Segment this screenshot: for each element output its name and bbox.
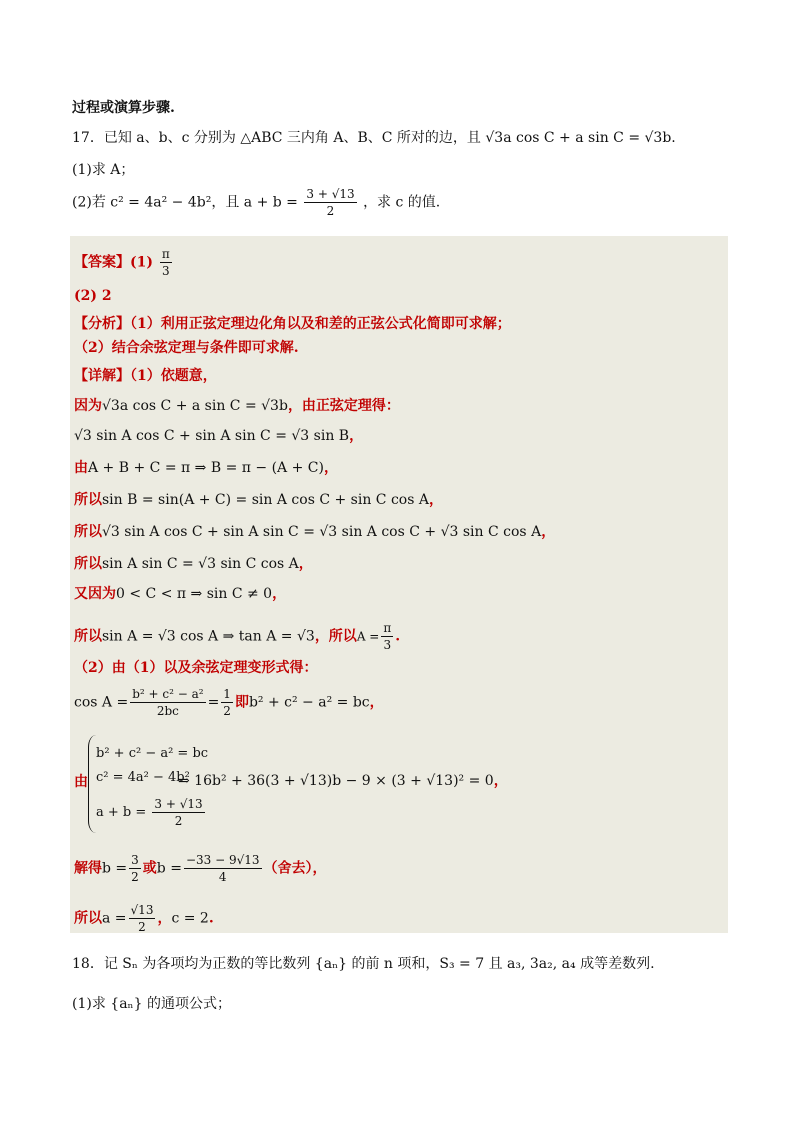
cos-rhs: b² + c² − a² = bc (248, 694, 370, 711)
step-formula: sin B = sin(A + C) = sin A cos C + sin C cos A (102, 492, 429, 508)
fin-mid: ， (157, 910, 172, 927)
cos-fraction (130, 686, 205, 719)
fraction-denominator: 4 (218, 870, 227, 884)
fraction-denominator: 2bc (156, 704, 179, 718)
fraction-denominator: 2 (326, 204, 335, 218)
step-formula: 0 < C < π ⇒ sin C ≠ 0 (116, 586, 273, 602)
detail-line-1: 【详解】（1）依题意， (74, 368, 217, 384)
section-header: 过程或演算步骤. (72, 100, 175, 116)
sol-b2-fraction (184, 852, 262, 885)
q17-part2 (72, 186, 440, 219)
cosine-rule-line (74, 686, 384, 719)
detail-step-1 (74, 396, 400, 416)
q18-stem: 18．记 Sₙ 为各项均为正数的等比数列 {aₙ} 的前 n 项和，S₃ = 7 且 a₃, 3a₂, a₄ 成等差数列. (72, 956, 655, 972)
half-fraction (221, 686, 233, 719)
answer-line (74, 246, 174, 279)
system-eq-1: b² + c² − a² = bc (96, 746, 209, 761)
step-formula: √3 sin A cos C + sin A sin C = √3 sin A cos C + √3 sin C cos A (102, 524, 542, 540)
detail-step-2 (74, 426, 363, 446)
q17-stem: 17．已知 a、b、c 分别为 △ABC 三内角 A、B、C 所对的边，且 √3a cos C + a sin C = √3b. (72, 130, 676, 146)
fin-a-fraction (129, 902, 156, 935)
step-formula: sin A = √3 cos A ⇒ tan A = √3 (102, 628, 315, 645)
answer-label: 【答案】(1) (74, 254, 153, 271)
cos-equals: = (207, 694, 220, 711)
fraction-numerator: −33 − 9√13 (185, 853, 260, 867)
final-line (74, 902, 214, 935)
sol-b1: b = (102, 860, 128, 877)
step-suffix: ， (298, 556, 313, 572)
cos-lhs: cos A = (74, 694, 129, 711)
q17-part1: (1)求 A； (72, 162, 135, 178)
analysis-line-2: （2）结合余弦定理与条件即可求解. (74, 340, 299, 356)
step-suffix: ， (349, 428, 364, 444)
step-prefix: 所以 (74, 628, 102, 645)
fraction-numerator: π (161, 247, 170, 261)
step-formula-2: A = (356, 629, 380, 644)
detail-step-4 (74, 490, 443, 510)
step-mid: ，所以 (314, 628, 357, 645)
step-formula: A + B + C = π ⇒ B = π − (A + C) (88, 460, 324, 476)
step-prefix: 所以 (74, 524, 102, 540)
system-eq-3 (96, 796, 207, 829)
step-prefix: 因为 (74, 398, 102, 414)
q17-part2-fraction (304, 186, 356, 219)
part2-heading: （2）由（1）以及余弦定理变形式得： (74, 660, 318, 676)
step-prefix: 由 (74, 460, 88, 476)
fraction-numerator: b² + c² − a² (132, 687, 204, 701)
q17-part2-text-b: ，求 c 的值. (363, 194, 441, 211)
system-result-line (178, 770, 508, 790)
fraction-numerator: √13 (130, 903, 154, 917)
fraction-numerator: π (383, 621, 392, 635)
system-suffix: ， (493, 773, 508, 789)
step-suffix: ， (323, 460, 338, 476)
solution-line (74, 852, 327, 885)
sol-suffix: （舍去）， (263, 860, 327, 877)
detail-step-6 (74, 554, 313, 574)
sol-or: 或 (142, 860, 157, 877)
fraction-denominator: 2 (223, 704, 231, 718)
fraction-denominator: 3 (383, 638, 392, 652)
step-suffix: ， (541, 524, 556, 540)
step-suffix: ，由正弦定理得： (287, 398, 400, 414)
answer2: (2) 2 (74, 288, 112, 304)
system-result: ⇒ 16b² + 36(3 + √13)b − 9 × (3 + √13)² = 0 (178, 773, 494, 789)
fraction-numerator: 3 + √13 (306, 187, 355, 201)
fin-c: c = 2 (171, 910, 209, 927)
fin-a: a = (102, 910, 127, 927)
detail-step-7 (74, 584, 286, 604)
sol-b1-fraction (129, 852, 141, 885)
answer1-fraction (160, 246, 172, 279)
fraction-numerator: 3 + √13 (154, 797, 203, 811)
step-formula: √3 sin A cos C + sin A sin C = √3 sin B (74, 428, 350, 444)
step-formula: √3a cos C + a sin C = √3b (102, 398, 288, 414)
sol-prefix: 解得 (74, 860, 102, 877)
analysis-line-1: 【分析】（1）利用正弦定理边化角以及和差的正弦公式化简即可求解； (74, 316, 511, 332)
step-formula: sin A sin C = √3 sin C cos A (102, 556, 299, 572)
detail-step-5 (74, 522, 555, 542)
fraction-numerator: 3 (131, 853, 139, 867)
detail-step-8 (74, 620, 400, 653)
step-suffix: . (395, 628, 401, 645)
step-prefix: 所以 (74, 492, 102, 508)
fraction-numerator: 1 (223, 687, 231, 701)
q17-part2-text-a: (2)若 c² = 4a² − 4b²，且 a + b = (72, 194, 298, 211)
fraction-denominator: 3 (162, 264, 170, 278)
fin-suffix: . (208, 910, 214, 927)
system-prefix: 由 (74, 774, 88, 790)
step-suffix: ， (272, 586, 287, 602)
step-prefix: 又因为 (74, 586, 116, 602)
step-suffix: ， (428, 492, 443, 508)
step-fraction (381, 620, 393, 653)
sol-b2: b = (156, 860, 182, 877)
fraction-denominator: 2 (174, 814, 183, 828)
fraction-denominator: 2 (131, 870, 139, 884)
fraction-denominator: 2 (138, 920, 146, 934)
system-eq-2: c² = 4a² − 4b² (96, 770, 190, 785)
fin-prefix: 所以 (74, 910, 102, 927)
cos-ji: 即 (234, 694, 249, 711)
cos-suffix: ， (369, 694, 384, 711)
system-eq-3-fraction (152, 796, 204, 829)
system-eq-3-lhs: a + b = (96, 805, 147, 820)
step-prefix: 所以 (74, 556, 102, 572)
q18-part1: (1)求 {aₙ} 的通项公式； (72, 996, 231, 1012)
detail-step-3 (74, 458, 338, 478)
